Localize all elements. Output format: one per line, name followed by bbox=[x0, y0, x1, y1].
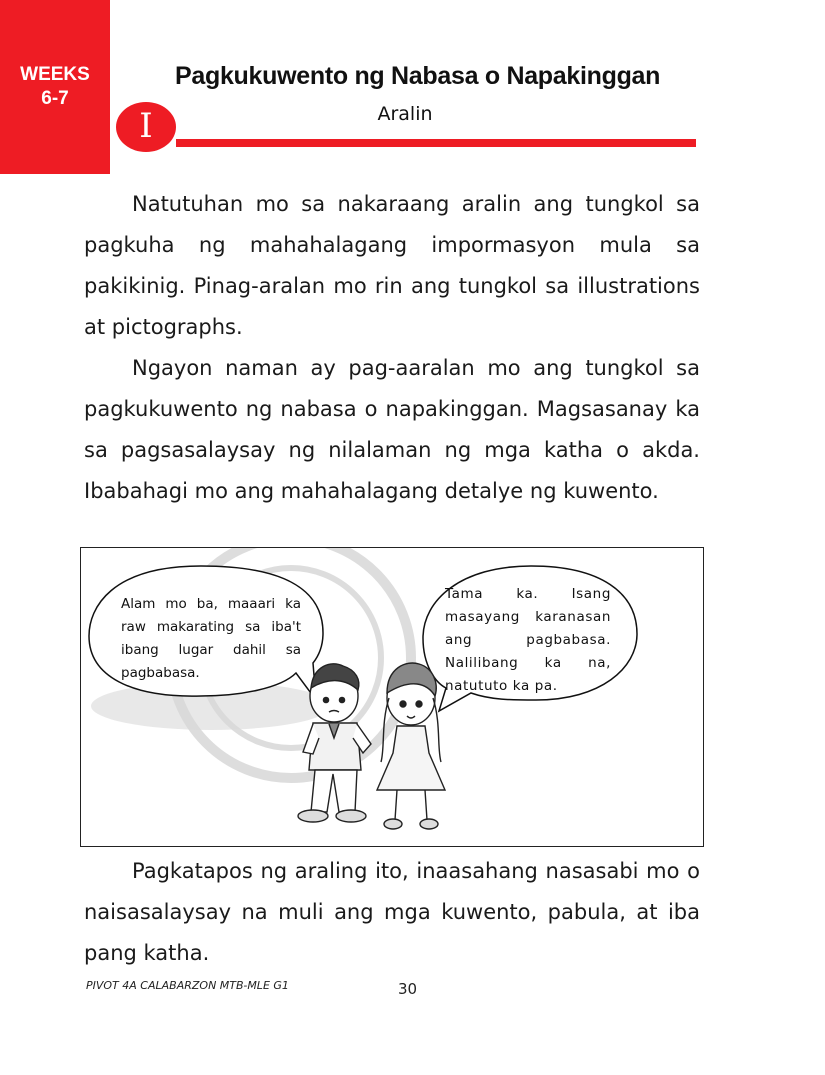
lesson-title: Pagkukuwento ng Nabasa o Napakinggan bbox=[175, 62, 661, 90]
header-divider bbox=[176, 139, 696, 147]
page-number: 30 bbox=[398, 980, 418, 998]
weeks-label: WEEKS bbox=[20, 64, 90, 85]
speech-text-right: Tama ka. Isang masayang karanasan ang pagbabasa. Nalilibang ka na, natututo ka pa. bbox=[445, 586, 611, 694]
intro-paragraph-1 bbox=[84, 184, 700, 348]
intro-paragraph-1-text: Natutuhan mo sa nakaraang aralin ang tungkol sa pagkuha ng mahahalagang impormasyon mula sa pakikinig. Pinag-aralan mo rin ang tungkol sa illustrations at pictographs. bbox=[84, 192, 700, 339]
weeks-range: 6-7 bbox=[41, 88, 69, 109]
intro-paragraph-2 bbox=[84, 348, 700, 512]
section-marker bbox=[116, 102, 176, 152]
girl-character-icon bbox=[377, 663, 445, 829]
objective-paragraph bbox=[84, 851, 700, 974]
speech-text-left: Alam mo ba, maaari ka raw makarating sa iba't ibang lugar dahil sa pagbabasa. bbox=[121, 596, 301, 681]
lesson-subtitle: Aralin bbox=[377, 103, 433, 125]
objective-paragraph-text: Pagkatapos ng araling ito, inaasahang nasasabi mo o naisasalaysay na muli ang mga kuwento, pabula, at iba pang katha. bbox=[84, 859, 700, 965]
weeks-badge bbox=[0, 0, 110, 174]
section-letter: I bbox=[139, 106, 153, 146]
footer-source: PIVOT 4A CALABARZON MTB-MLE G1 bbox=[86, 979, 289, 992]
comic-illustration bbox=[80, 547, 704, 847]
intro-paragraph-2-text: Ngayon naman ay pag-aaralan mo ang tungkol sa pagkukuwento ng nabasa o napakinggan. Magsasanay ka sa pagsasalaysay ng nilalaman ng mga katha o akda. Ibabahagi mo ang mahahalagang detalye ng kuwento. bbox=[84, 356, 700, 503]
